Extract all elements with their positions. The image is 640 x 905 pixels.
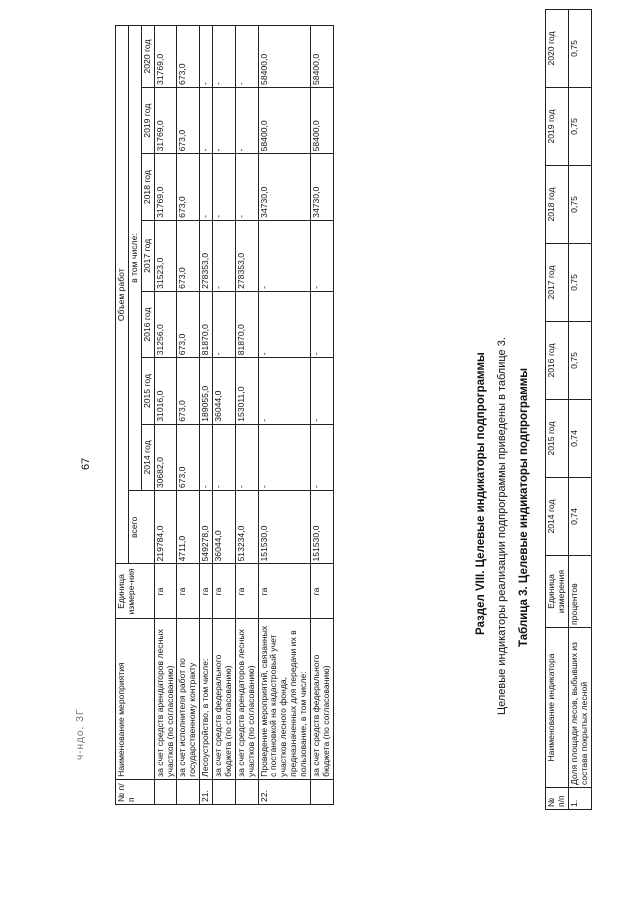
row-year-value: 31016,0 bbox=[154, 358, 177, 424]
header-volume: Объем работ bbox=[116, 26, 129, 564]
row-num bbox=[310, 779, 333, 804]
row-unit: га bbox=[235, 564, 258, 619]
row-year-value: 278353,0 bbox=[200, 220, 213, 291]
header-year: 2020 год bbox=[141, 26, 154, 88]
row-year-value: - bbox=[310, 220, 333, 291]
table-row bbox=[177, 26, 200, 805]
row-year-value: - bbox=[213, 87, 236, 153]
table-row bbox=[235, 26, 258, 805]
row-year-value: 58400,0 bbox=[310, 26, 333, 88]
table-row bbox=[213, 26, 236, 805]
row-year-value: - bbox=[200, 26, 213, 88]
header-num: № п/п bbox=[116, 779, 155, 804]
row-year-value: 36044,0 bbox=[213, 358, 236, 424]
row-num bbox=[177, 779, 200, 804]
t3-header-name: Наименование индикатора bbox=[546, 628, 569, 788]
row-year-value: - bbox=[258, 291, 310, 357]
row-year-value: 673,0 bbox=[177, 424, 200, 490]
header-year: 2015 год bbox=[141, 358, 154, 424]
row-year-value: 81870,0 bbox=[235, 291, 258, 357]
row-year-value: 31769,0 bbox=[154, 87, 177, 153]
row-year-value: 58400,0 bbox=[258, 87, 310, 153]
row-year-value: - bbox=[200, 154, 213, 220]
row-year-value: - bbox=[235, 87, 258, 153]
table3-title: Таблица 3. Целевые индикаторы подпрограммы bbox=[518, 367, 530, 647]
row-num: 21. bbox=[200, 779, 213, 804]
row-year-value: 58400,0 bbox=[310, 87, 333, 153]
row-total: 4711,0 bbox=[177, 491, 200, 564]
row-year-value: 673,0 bbox=[177, 291, 200, 357]
row-year-value: 81870,0 bbox=[200, 291, 213, 357]
row-num bbox=[213, 779, 236, 804]
row-year-value: - bbox=[258, 424, 310, 490]
table-row bbox=[310, 26, 333, 805]
row-year-value: 58400,0 bbox=[258, 26, 310, 88]
row-name: за счет средств арендаторов лесных участков (по согласованию) bbox=[235, 619, 258, 779]
row-year-value: - bbox=[213, 220, 236, 291]
row-year-value: - bbox=[310, 358, 333, 424]
t3-row-unit: процентов bbox=[568, 556, 591, 628]
row-num bbox=[235, 779, 258, 804]
t3-row-value: 0,75 bbox=[568, 10, 591, 88]
t3-header-year: 2019 год bbox=[546, 88, 569, 166]
row-year-value: 673,0 bbox=[177, 358, 200, 424]
t3-header-unit: Единица измерения bbox=[546, 556, 569, 628]
row-unit: га bbox=[258, 564, 310, 619]
row-year-value: 673,0 bbox=[177, 154, 200, 220]
row-year-value: - bbox=[213, 424, 236, 490]
row-year-value: - bbox=[258, 358, 310, 424]
row-year-value: 673,0 bbox=[177, 87, 200, 153]
row-name: за счет исполнителя работ по государственному контракту bbox=[177, 619, 200, 779]
row-unit: га bbox=[310, 564, 333, 619]
header-year: 2019 год bbox=[141, 87, 154, 153]
row-num: 22. bbox=[258, 779, 310, 804]
t3-header-year: 2020 год bbox=[546, 10, 569, 88]
row-year-value: 31769,0 bbox=[154, 154, 177, 220]
t3-header-year: 2018 год bbox=[546, 166, 569, 244]
row-year-value: - bbox=[200, 424, 213, 490]
table-row bbox=[200, 26, 213, 805]
header-unit: Единица измере-ния bbox=[116, 564, 155, 619]
row-total: 151530,0 bbox=[310, 491, 333, 564]
t3-row-value: 0,75 bbox=[568, 166, 591, 244]
t3-row-value: 0,75 bbox=[568, 244, 591, 322]
row-year-value: 34730,0 bbox=[310, 154, 333, 220]
row-year-value: - bbox=[213, 154, 236, 220]
row-year-value: 189055,0 bbox=[200, 358, 213, 424]
header-total: всего bbox=[128, 491, 154, 564]
row-year-value: - bbox=[200, 87, 213, 153]
row-total: 36044,0 bbox=[213, 491, 236, 564]
header-year: 2018 год bbox=[141, 154, 154, 220]
header-year: 2016 год bbox=[141, 291, 154, 357]
t3-header-year: 2015 год bbox=[546, 400, 569, 478]
header-year: 2014 год bbox=[141, 424, 154, 490]
row-year-value: - bbox=[213, 291, 236, 357]
row-year-value: 153011,0 bbox=[235, 358, 258, 424]
row-unit: га bbox=[154, 564, 177, 619]
row-name: за счет средств федерального бюджета (по согласованию) bbox=[213, 619, 236, 779]
row-unit: га bbox=[213, 564, 236, 619]
row-year-value: 30682,0 bbox=[154, 424, 177, 490]
row-year-value: 673,0 bbox=[177, 26, 200, 88]
t3-row-num: 1. bbox=[568, 788, 591, 810]
row-name: за счет средств федерального бюджета (по согласованию) bbox=[310, 619, 333, 779]
header-year: 2017 год bbox=[141, 220, 154, 291]
t3-header-num: № п/п bbox=[546, 788, 569, 810]
row-year-value: - bbox=[235, 26, 258, 88]
row-year-value: - bbox=[310, 424, 333, 490]
row-total: 219784,0 bbox=[154, 491, 177, 564]
t3-header-year: 2014 год bbox=[546, 478, 569, 556]
row-year-value: - bbox=[235, 424, 258, 490]
header-name: Наименование мероприятия bbox=[116, 619, 155, 779]
row-year-value: - bbox=[310, 291, 333, 357]
row-year-value: - bbox=[258, 220, 310, 291]
t3-row-value: 0,74 bbox=[568, 478, 591, 556]
t3-header-year: 2017 год bbox=[546, 244, 569, 322]
row-name: за счет средств арендаторов лесных участков (по согласованию) bbox=[154, 619, 177, 779]
t3-row-value: 0,74 bbox=[568, 400, 591, 478]
row-unit: га bbox=[200, 564, 213, 619]
row-year-value: - bbox=[235, 154, 258, 220]
t3-header-year: 2016 год bbox=[546, 322, 569, 400]
handwritten-mark: ч-ндо, ЗГ bbox=[75, 708, 86, 760]
row-name: Проведение мероприятий, связанных с постановкой на кадастровый учет участков лесного фонда, предназначенных для передачи их в пользование, в том числе: bbox=[258, 619, 310, 779]
section-title: Раздел VIII. Целевые индикаторы подпрограммы bbox=[475, 352, 487, 635]
header-including: в том числе: bbox=[128, 26, 141, 491]
t3-row-name: Доля площади лесов, выбывших из состава покрытых лесной bbox=[568, 628, 591, 788]
row-year-value: 278353,0 bbox=[235, 220, 258, 291]
row-total: 513234,0 bbox=[235, 491, 258, 564]
table-row bbox=[154, 26, 177, 805]
t3-row-value: 0,75 bbox=[568, 322, 591, 400]
row-unit: га bbox=[177, 564, 200, 619]
row-year-value: - bbox=[213, 26, 236, 88]
table-row bbox=[258, 26, 310, 805]
row-year-value: 31523,0 bbox=[154, 220, 177, 291]
page-number: 67 bbox=[80, 457, 92, 470]
row-year-value: 673,0 bbox=[177, 220, 200, 291]
row-year-value: 31256,0 bbox=[154, 291, 177, 357]
row-num bbox=[154, 779, 177, 804]
row-year-value: 31769,0 bbox=[154, 26, 177, 88]
indicators-table bbox=[545, 9, 592, 810]
section-text: Целевые индикаторы реализации подпрограммы приведены в таблице 3. bbox=[496, 337, 508, 715]
row-total: 549278,0 bbox=[200, 491, 213, 564]
t3-row-value: 0,75 bbox=[568, 88, 591, 166]
table-row bbox=[568, 10, 591, 810]
row-name: Лесоустройство, в том числе: bbox=[200, 619, 213, 779]
works-volume-table bbox=[115, 25, 334, 805]
row-year-value: 34730,0 bbox=[258, 154, 310, 220]
row-total: 151530,0 bbox=[258, 491, 310, 564]
